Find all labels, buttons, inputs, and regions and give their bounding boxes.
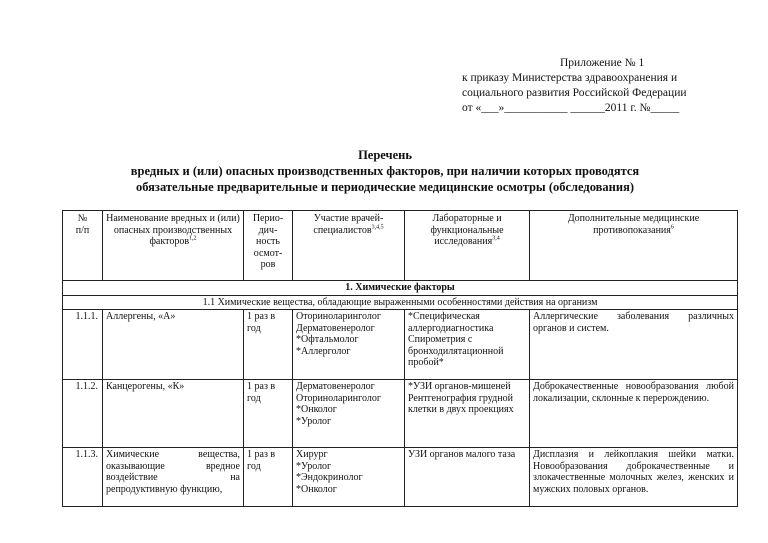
title-heading: Перечень — [358, 148, 412, 162]
row-labs: *УЗИ органов-мишеней Рентгенография грудной клетки в двух проекциях — [405, 380, 530, 448]
header-period: Перио-дич-ность осмот-ров — [244, 211, 293, 281]
row-period: 1 раз в год — [244, 448, 293, 507]
row-name: Аллергены, «А» — [103, 310, 244, 380]
appendix-line: Приложение № 1 — [560, 57, 645, 69]
table-row — [63, 310, 738, 380]
row-labs: *Специфическая аллергодиагностика Спирометрия с бронходилятационной пробой* — [405, 310, 530, 380]
appendix-line: социального развития Российской Федерации — [462, 87, 687, 99]
table-row — [63, 380, 738, 448]
row-period: 1 раз в год — [244, 310, 293, 380]
row-name: Канцерогены, «К» — [103, 380, 244, 448]
header-name: Наименование вредных и (или) опасных производственных факторов$^{1,2}$ — [103, 211, 244, 281]
document-title — [60, 147, 710, 195]
row-contra: Доброкачественные новообразования любой локализации, склонные к перерождению. — [530, 380, 738, 448]
appendix-block — [462, 56, 687, 116]
row-num: 1.1.1. — [63, 310, 103, 380]
header-doctors: Участие врачей-специалистов$^{3,4,5}$ — [293, 211, 405, 281]
factors-table — [62, 210, 738, 507]
table-row — [63, 448, 738, 507]
row-num: 1.1.3. — [63, 448, 103, 507]
subsection-row — [63, 295, 738, 310]
table-header-row — [63, 211, 738, 281]
header-num: № п/п — [63, 211, 103, 281]
row-doctors: Дерматовенеролог Оториноларинголог *Онколог *Уролог — [293, 380, 405, 448]
title-line: обязательные предварительные и периодические медицинские осмотры (обследования) — [135, 180, 635, 194]
row-contra: Дисплазия и лейкоплакия шейки матки. Новообразования доброкачественные и злокачественные молочных желез, женских и мужских половых органов. — [530, 448, 738, 507]
row-contra: Аллергические заболевания различных органов и систем. — [530, 310, 738, 380]
section-title: 1. Химические факторы — [63, 281, 738, 296]
title-line: вредных и (или) опасных производственных факторов, при наличии которых проводятся — [130, 164, 640, 178]
header-labs: Лабораторные и функциональные исследования$^{3,4}$ — [405, 211, 530, 281]
row-num: 1.1.2. — [63, 380, 103, 448]
row-name: Химические вещества, оказывающие вредное воздействие на репродуктивную функцию, — [103, 448, 244, 507]
appendix-line: к приказу Министерства здравоохранения и — [462, 72, 678, 84]
row-labs: УЗИ органов малого таза — [405, 448, 530, 507]
row-doctors: Хирург *Уролог *Эндокринолог *Онколог — [293, 448, 405, 507]
row-period: 1 раз в год — [244, 380, 293, 448]
appendix-line: от «___»___________ ______2011 г. №_____ — [462, 102, 680, 114]
header-contra: Дополнительные медицинские противопоказания$^6$ — [530, 211, 738, 281]
row-doctors: Оториноларинголог Дерматовенеролог *Офтальмолог *Аллерголог — [293, 310, 405, 380]
section-row — [63, 281, 738, 296]
subsection-title: 1.1 Химические вещества, обладающие выраженными особенностями действия на организм — [63, 295, 738, 310]
